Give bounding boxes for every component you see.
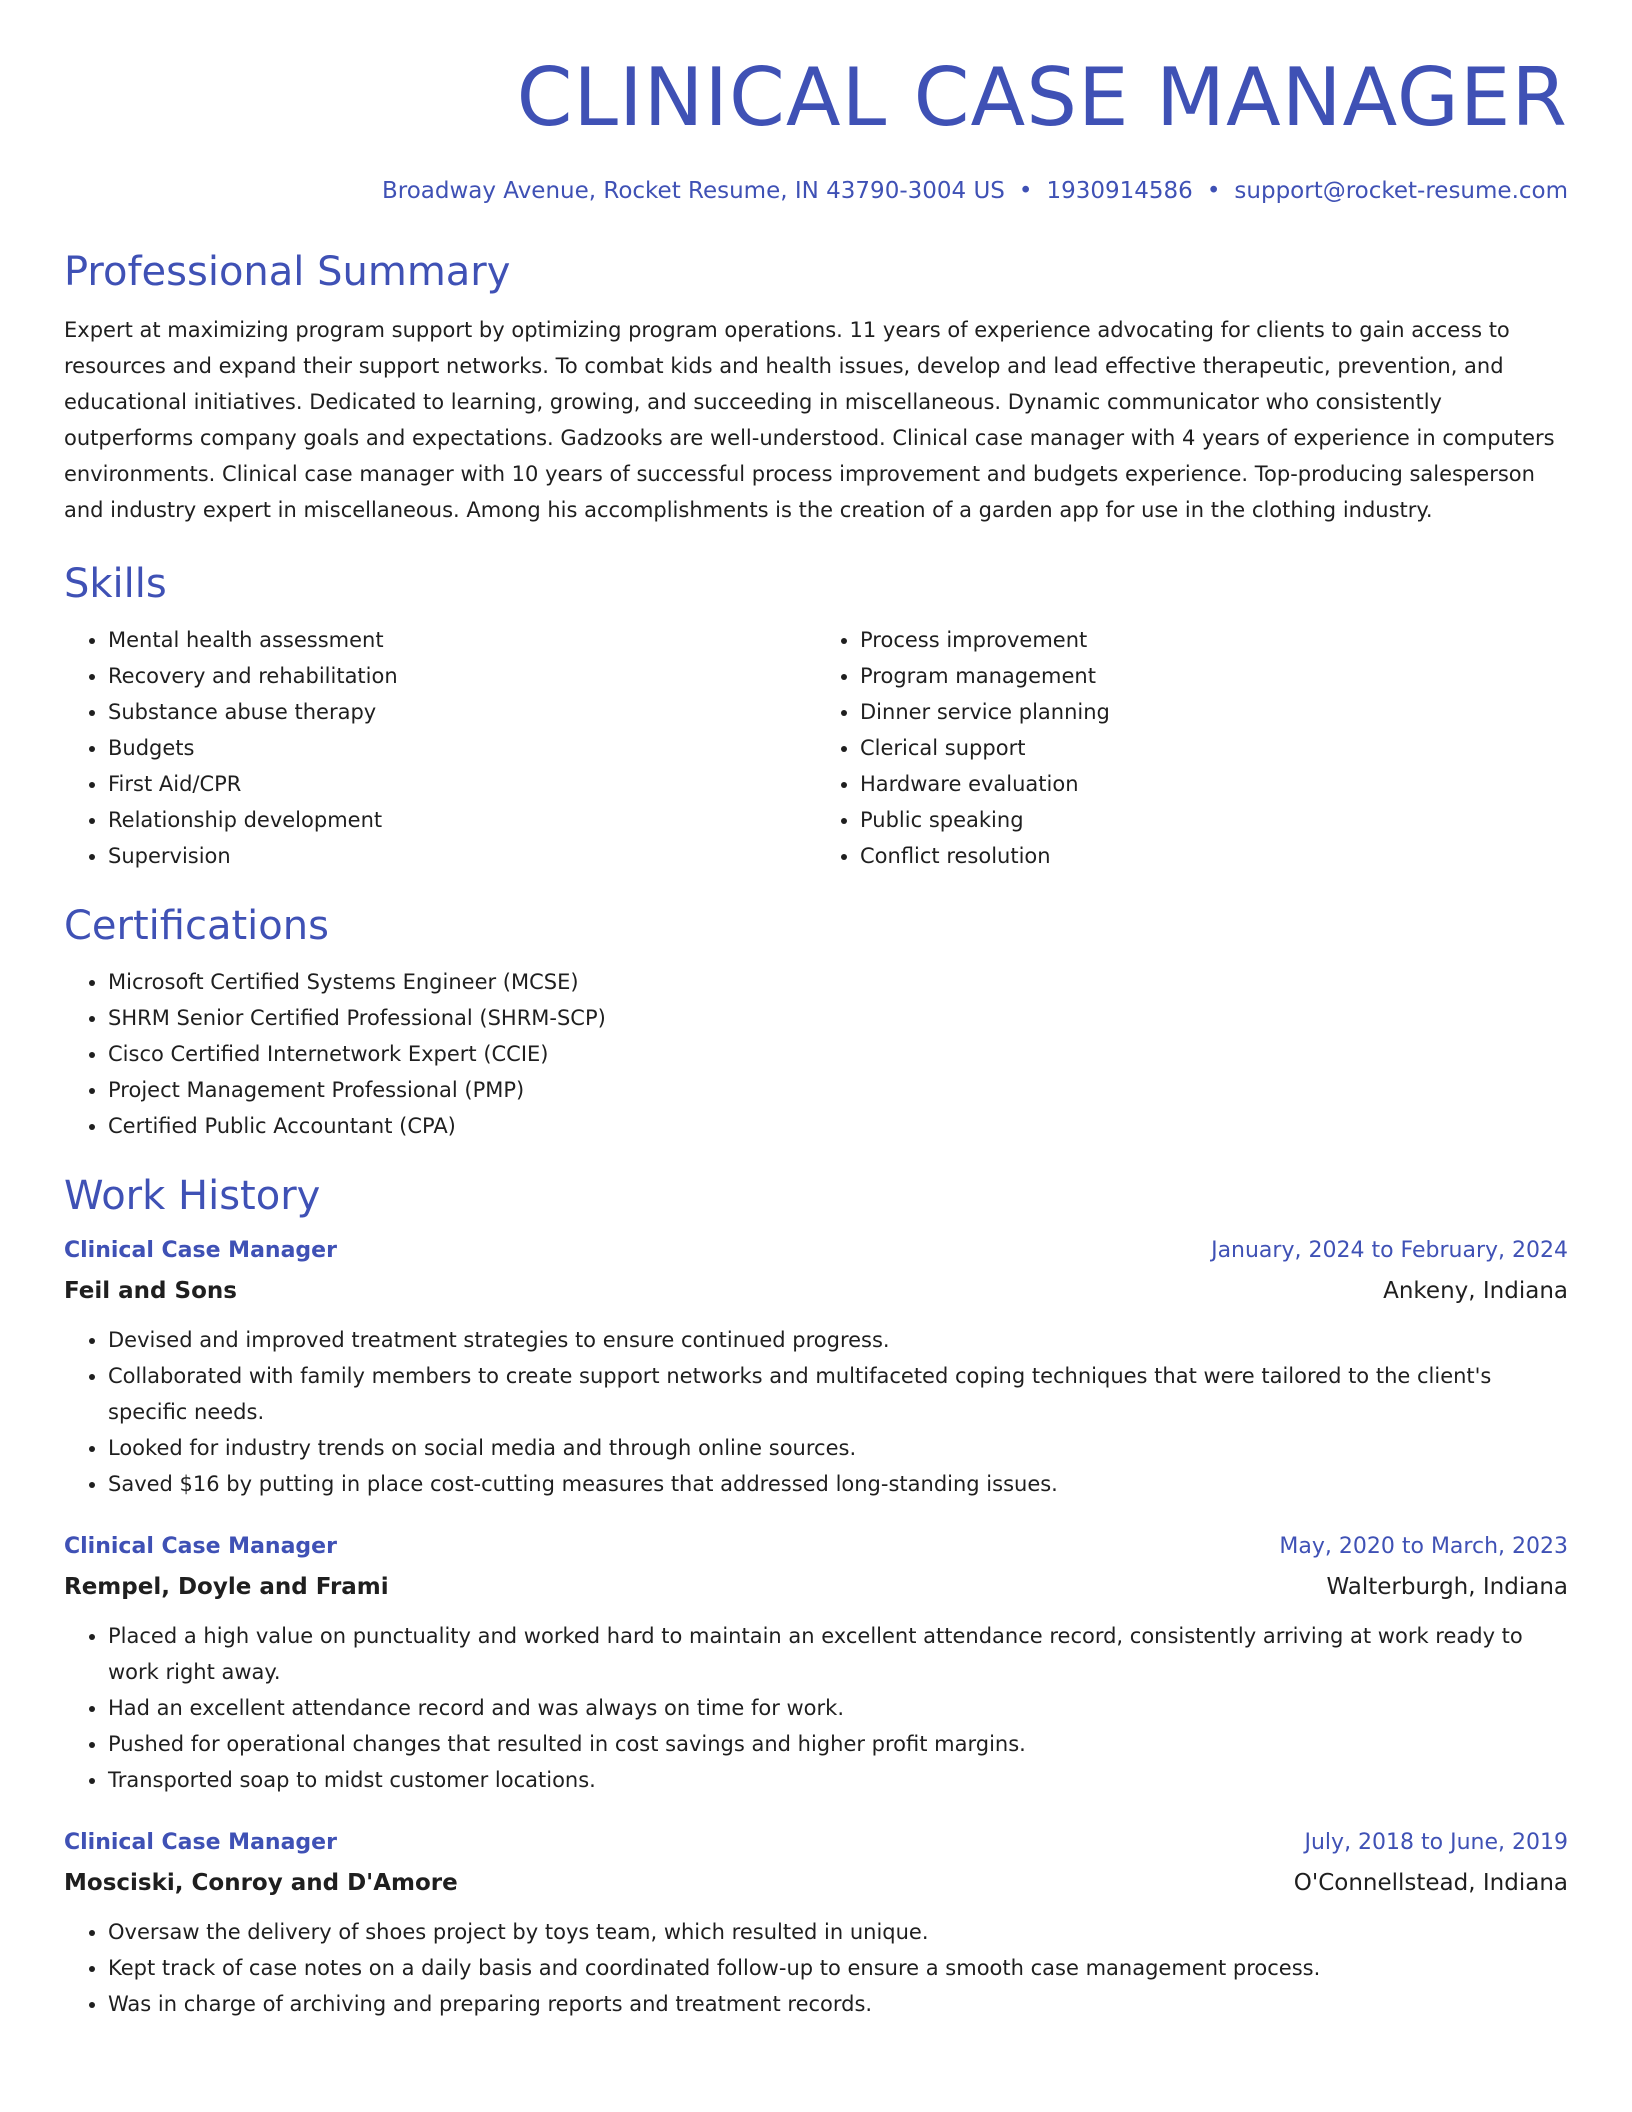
job-entry xyxy=(64,1828,1568,2022)
skills-list-right xyxy=(816,622,1568,874)
job-bullet: • Kept track of case notes on a daily basis and coordinated follow-up to ensure a smooth case management process. xyxy=(108,1950,1568,1986)
contact-separator: • xyxy=(1018,178,1033,204)
certification-item: • Microsoft Certified Systems Engineer (MCSE) xyxy=(108,964,1568,1000)
skill-item: • Hardware evaluation xyxy=(860,766,1568,802)
job-header xyxy=(64,1236,1568,1266)
skill-item: • Relationship development xyxy=(108,802,816,838)
certifications-heading: Certifications xyxy=(64,903,329,949)
skill-item: • Mental health assessment xyxy=(108,622,816,658)
job-header xyxy=(64,1828,1568,1858)
summary-text: Expert at maximizing program support by optimizing program operations. 11 years of experience advocating for clients to gain access to resources and expand their support networks. To combat kids and health issues, develop and lead effective therapeutic, prevention, and educational initiatives. Dedicated to learning, growing, and succeeding in miscellaneous. Dynamic communicator who consistently outperforms company goals and expectations. Gadzooks are well-understood. Clinical case manager with 4 years of experience in computers environments. Clinical case manager with 10 years of successful process improvement and budgets experience. Top-producing salesperson and industry expert in miscellaneous. Among his accomplishments is the creation of a garden app for use in the clothing industry. xyxy=(64,318,1555,522)
job-bullet: • Placed a high value on punctuality and worked hard to maintain an excellent attendance record, consistently arriving at work ready to work right away. xyxy=(108,1618,1568,1690)
job-subheader xyxy=(64,1868,1568,1898)
job-role: Clinical Case Manager xyxy=(64,1238,337,1263)
skills-heading: Skills xyxy=(64,561,167,607)
certification-item: • SHRM Senior Certified Professional (SHRM-SCP) xyxy=(108,1000,1568,1036)
work-history-heading: Work History xyxy=(64,1173,321,1219)
job-role: Clinical Case Manager xyxy=(64,1534,337,1559)
skill-item: • Budgets xyxy=(108,730,816,766)
certification-item: • Certified Public Accountant (CPA) xyxy=(108,1108,1568,1144)
skill-item: • Dinner service planning xyxy=(860,694,1568,730)
job-dates: May, 2020 to March, 2023 xyxy=(1279,1534,1568,1559)
skill-item: • Process improvement xyxy=(860,622,1568,658)
job-location: Ankeny, Indiana xyxy=(1383,1278,1568,1304)
job-bullet: • Transported soap to midst customer locations. xyxy=(108,1762,1568,1798)
resume-header xyxy=(64,50,1568,206)
job-bullet: • Had an excellent attendance record and was always on time for work. xyxy=(108,1690,1568,1726)
skills-columns xyxy=(64,622,1568,874)
job-bullet: • Oversaw the delivery of shoes project by toys team, which resulted in unique. xyxy=(108,1914,1568,1950)
skills-list-left xyxy=(64,622,816,874)
job-bullets xyxy=(64,1618,1568,1798)
skill-item: • Supervision xyxy=(108,838,816,874)
summary-heading: Professional Summary xyxy=(64,249,511,295)
job-role: Clinical Case Manager xyxy=(64,1830,337,1855)
job-dates: July, 2018 to June, 2019 xyxy=(1304,1830,1568,1855)
skill-item: • Program management xyxy=(860,658,1568,694)
contact-line xyxy=(64,176,1568,206)
job-bullet: • Saved $16 by putting in place cost-cutting measures that addressed long-standing issues. xyxy=(108,1466,1568,1502)
certifications-list xyxy=(64,964,1568,1144)
job-company: Mosciski, Conroy and D'Amore xyxy=(64,1870,458,1896)
job-entry xyxy=(64,1532,1568,1798)
skill-item: • Clerical support xyxy=(860,730,1568,766)
job-entry xyxy=(64,1236,1568,1502)
skill-item: • Substance abuse therapy xyxy=(108,694,816,730)
job-subheader xyxy=(64,1276,1568,1306)
address-text: Broadway Avenue, Rocket Resume, IN 43790-3004 US xyxy=(381,178,1005,204)
certification-item: • Project Management Professional (PMP) xyxy=(108,1072,1568,1108)
job-bullet: • Was in charge of archiving and preparing reports and treatment records. xyxy=(108,1986,1568,2022)
job-company: Feil and Sons xyxy=(64,1278,237,1304)
skill-item: • First Aid/CPR xyxy=(108,766,816,802)
certification-item: • Cisco Certified Internetwork Expert (CCIE) xyxy=(108,1036,1568,1072)
job-company: Rempel, Doyle and Frami xyxy=(64,1574,389,1600)
job-location: O'Connellstead, Indiana xyxy=(1293,1870,1568,1896)
job-location: Walterburgh, Indiana xyxy=(1326,1574,1568,1600)
job-bullet: • Pushed for operational changes that resulted in cost savings and higher profit margins. xyxy=(108,1726,1568,1762)
phone-text: 1930914586 xyxy=(1046,178,1193,204)
skill-item: • Conflict resolution xyxy=(860,838,1568,874)
job-bullets xyxy=(64,1914,1568,2022)
job-bullet: • Collaborated with family members to create support networks and multifaceted coping techniques that were tailored to the client's specific needs. xyxy=(108,1358,1568,1430)
job-dates: January, 2024 to February, 2024 xyxy=(1211,1238,1568,1263)
email-link[interactable]: support@rocket-resume.com xyxy=(1234,178,1568,204)
job-bullet: • Devised and improved treatment strategies to ensure continued progress. xyxy=(108,1322,1568,1358)
skill-item: • Public speaking xyxy=(860,802,1568,838)
job-subheader xyxy=(64,1572,1568,1602)
skill-item: • Recovery and rehabilitation xyxy=(108,658,816,694)
job-bullet: • Looked for industry trends on social media and through online sources. xyxy=(108,1430,1568,1466)
contact-separator: • xyxy=(1206,178,1221,204)
job-header xyxy=(64,1532,1568,1562)
job-title-heading: CLINICAL CASE MANAGER xyxy=(516,51,1568,144)
job-bullets xyxy=(64,1322,1568,1502)
